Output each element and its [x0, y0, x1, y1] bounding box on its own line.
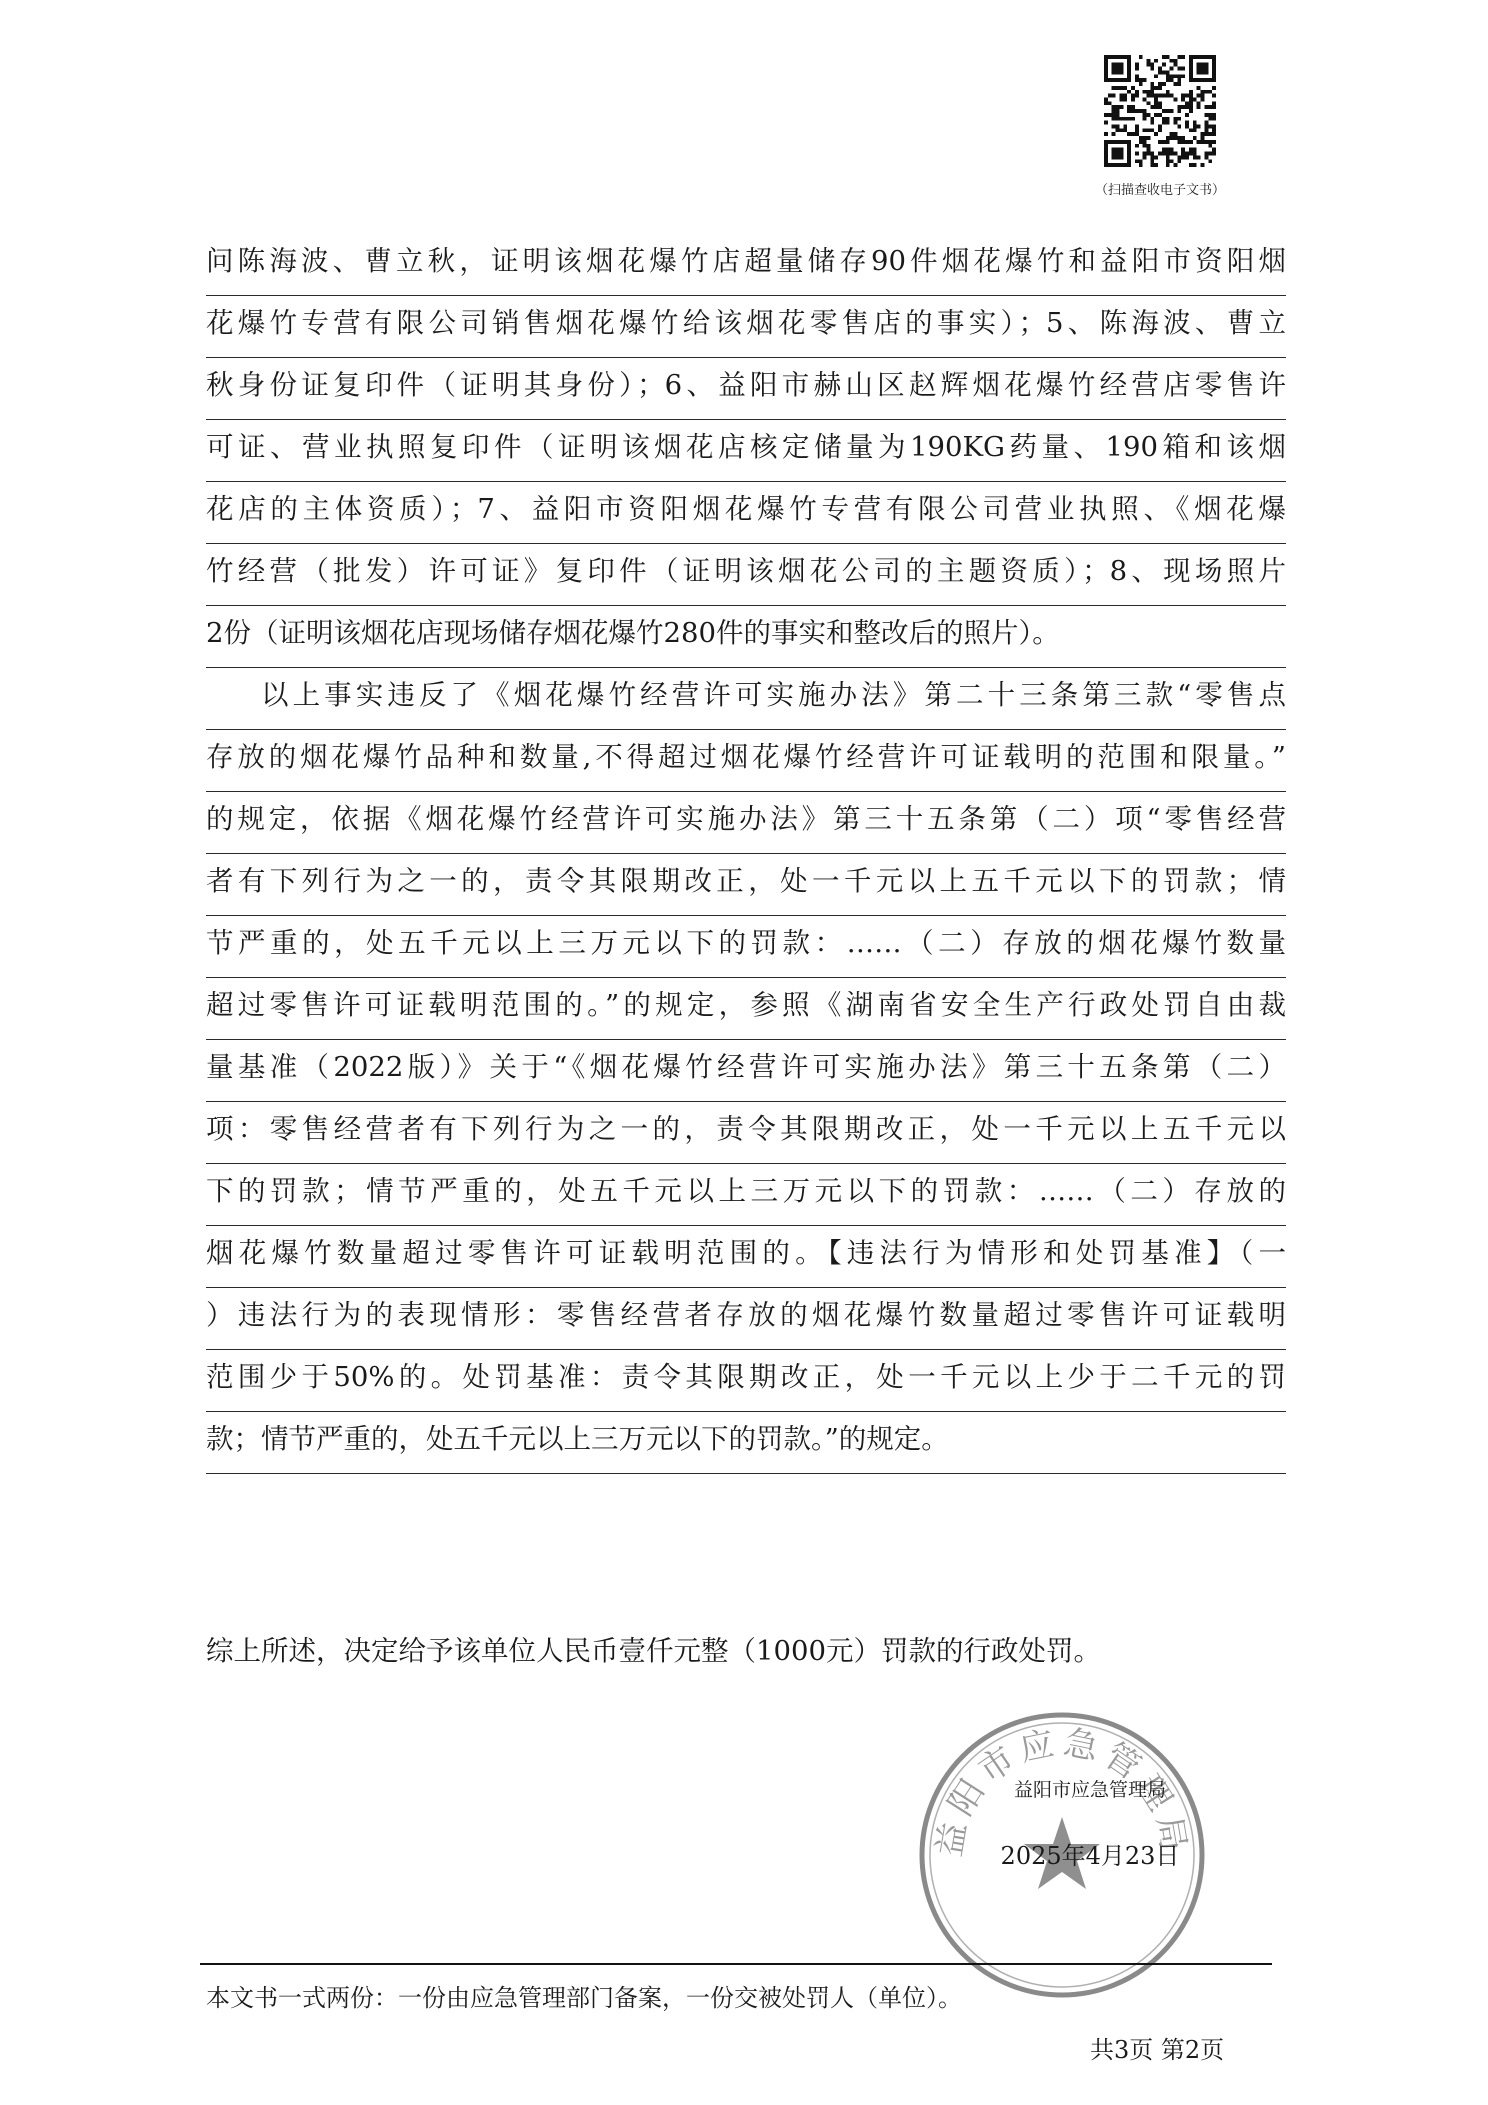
body-line: 烟花爆竹数量超过零售许可证载明范围的。【违法行为情形和处罚基准】（一	[206, 1226, 1286, 1288]
body-line: 项：零售经营者有下列行为之一的，责令其限期改正，处一千元以上五千元以	[206, 1102, 1286, 1164]
signature-block	[980, 1775, 1200, 1871]
body-line: 花爆竹专营有限公司销售烟花爆竹给该烟花零售店的事实）；5、陈海波、曹立	[206, 296, 1286, 358]
footer-note: 本文书一式两份：一份由应急管理部门备案，一份交被处罚人（单位）。	[206, 1984, 962, 2012]
body-line: 量基准（2022版）》关于“《烟花爆竹经营许可实施办法》第三十五条第（二）	[206, 1040, 1286, 1102]
body-line: 范围少于50%的。处罚基准：责令其限期改正，处一千元以上少于二千元的罚	[206, 1350, 1286, 1412]
body-line: 竹经营（批发）许可证》复印件（证明该烟花公司的主题资质）；8、现场照片	[206, 544, 1286, 606]
qr-code-image[interactable]	[1104, 55, 1216, 167]
body-line: 2份（证明该烟花店现场储存烟花爆竹280件的事实和整改后的照片）。	[206, 606, 1286, 668]
body-line: 存放的烟花爆竹品种和数量,不得超过烟花爆竹经营许可证载明的范围和限量。”	[206, 730, 1286, 792]
seal-text: 益阳市应急管理局	[929, 1722, 1195, 1860]
body-line: 花店的主体资质）；7、益阳市资阳烟花爆竹专营有限公司营业执照、《烟花爆	[206, 482, 1286, 544]
body-line: 的规定，依据《烟花爆竹经营许可实施办法》第三十五条第（二）项“零售经营	[206, 792, 1286, 854]
qr-caption: （扫描查收电子文书）	[1094, 183, 1225, 198]
conclusion-text: 综上所述，决定给予该单位人民币壹仟元整（1000元）罚款的行政处罚。	[206, 1635, 1101, 1667]
body-line: ）违法行为的表现情形：零售经营者存放的烟花爆竹数量超过零售许可证载明	[206, 1288, 1286, 1350]
body-line: 款；情节严重的，处五千元以上三万元以下的罚款。”的规定。	[206, 1412, 1286, 1474]
body-line: 可证、营业执照复印件（证明该烟花店核定储量为190KG药量、190箱和该烟	[206, 420, 1286, 482]
issue-date: 2025年4月23日	[1000, 1842, 1180, 1870]
footer-divider	[200, 1963, 1272, 1965]
body-line: 以上事实违反了《烟花爆竹经营许可实施办法》第二十三条第三款“零售点	[206, 668, 1286, 730]
body-line: 问陈海波、曹立秋，证明该烟花爆竹店超量储存90件烟花爆竹和益阳市资阳烟	[206, 234, 1286, 296]
body-line: 节严重的，处五千元以上三万元以下的罚款：……（二）存放的烟花爆竹数量	[206, 916, 1286, 978]
issuing-organization: 益阳市应急管理局	[1013, 1779, 1166, 1801]
body-line: 者有下列行为之一的，责令其限期改正，处一千元以上五千元以下的罚款；情	[206, 854, 1286, 916]
body-line: 下的罚款；情节严重的，处五千元以上三万元以下的罚款：……（二）存放的	[206, 1164, 1286, 1226]
body-line: 秋身份证复印件（证明其身份）；6、益阳市赫山区赵辉烟花爆竹经营店零售许	[206, 358, 1286, 420]
body-line: 超过零售许可证载明范围的。”的规定，参照《湖南省安全生产行政处罚自由裁	[206, 978, 1286, 1040]
page-number: 共3页 第2页	[1090, 2036, 1225, 2064]
document-body	[206, 234, 1286, 1474]
qr-code-block	[1085, 55, 1235, 198]
